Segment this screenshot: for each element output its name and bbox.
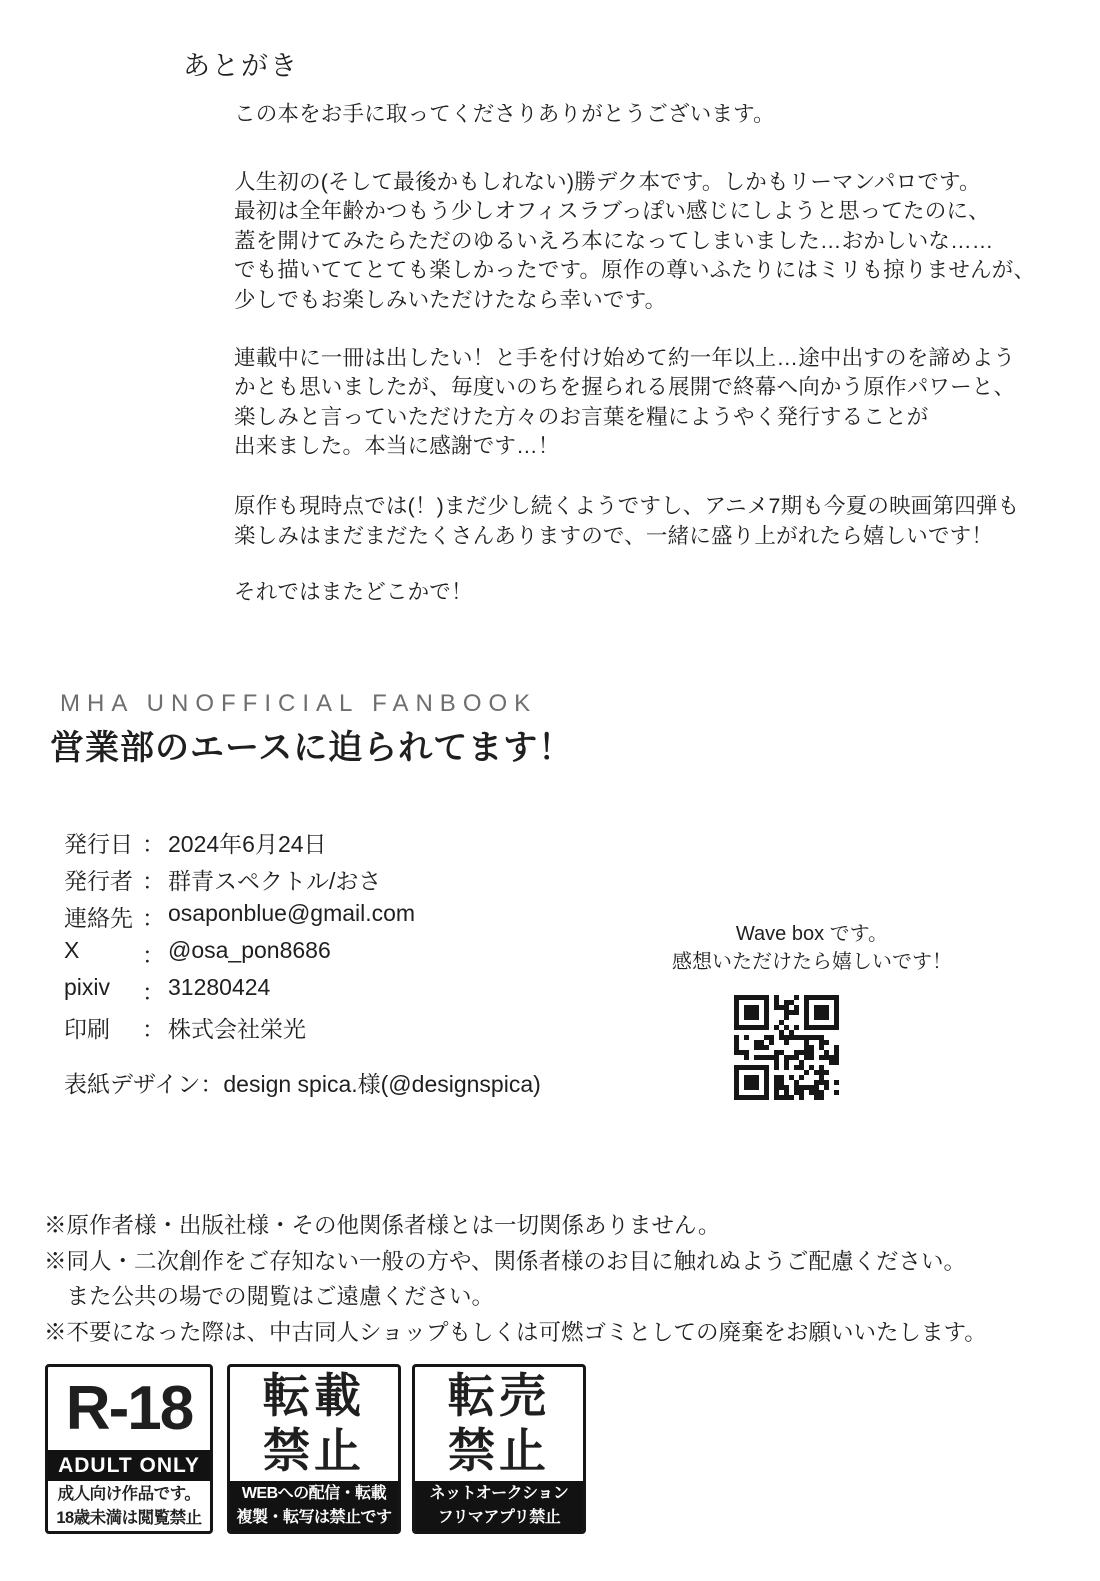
info-label: 発行者: [64, 868, 133, 894]
text-line: それではまたどこかで！: [234, 580, 473, 605]
afterword-paragraph: [234, 344, 1054, 462]
info-colon: ：: [142, 831, 165, 857]
info-value: 31280424: [168, 974, 271, 1000]
text-line: 18歳未満は閲覧禁止: [56, 1509, 202, 1527]
text-line: 出来ました。本当に感謝です…！: [234, 434, 560, 459]
wavebox-note: [638, 920, 986, 976]
info-colon: ：: [142, 942, 165, 968]
text-line: 人生初の(そして最後かもしれない)勝デク本です。しかもリーマンパロです。: [234, 169, 981, 194]
text-line: 禁止: [448, 1424, 550, 1477]
text-line: Wave box です。: [735, 923, 889, 945]
info-row-contact: [64, 900, 415, 937]
r18-note: [48, 1481, 210, 1531]
text-line: この本をお手に取ってくださりありがとうございます。: [234, 102, 775, 126]
text-line: 楽しみはまだまだたくさんありますので、一緒に盛り上がれたら嬉しいです！: [234, 523, 994, 548]
text-line: 複製・転写は禁止です: [236, 1509, 392, 1526]
text-line: 楽しみと言っていただけた方々のお言葉を糧にようやく発行することが: [234, 404, 929, 429]
info-label: 印刷: [64, 1016, 110, 1042]
text-line: 連載中に一冊は出したい！と手を付け始めて約一年以上…途中出すのを諦めよう: [234, 345, 1016, 370]
book-title: 営業部のエースに迫られてます！: [50, 729, 574, 767]
afterword-paragraph: [234, 578, 1054, 608]
text-line: 最初は全年齢かつもう少しオフィスラブっぽい感じにしようと思ってたのに、: [234, 199, 990, 224]
colophon-info: [64, 826, 415, 1048]
text-line: 原作も現時点では(！)まだ少し続くようですし、アニメ7期も今夏の映画第四弾も: [234, 493, 1020, 518]
no-repost-note: [230, 1481, 398, 1531]
info-row-publisher: [64, 863, 415, 900]
no-resale-note: [415, 1481, 583, 1531]
afterword-body: [234, 100, 1054, 608]
info-value: 株式会社栄光: [168, 1016, 306, 1042]
info-label: 発行日: [64, 831, 133, 857]
info-colon: ：: [142, 905, 165, 931]
notice-line: ※原作者様・出版社様・その他関係者様とは一切関係ありません。: [44, 1213, 721, 1238]
no-resale-title: [415, 1367, 583, 1481]
info-row-printer: [64, 1011, 415, 1048]
no-repost-title: [230, 1367, 398, 1481]
fanbook-series-label: MHA UNOFFICIAL FANBOOK: [60, 690, 538, 717]
notice-line: ※不要になった際は、中古同人ショップもしくは可燃ゴミとしての廃棄をお願いいたします。: [44, 1319, 987, 1345]
info-row-publish-date: [64, 826, 415, 863]
info-value: 群青スペクトル/おさ: [168, 868, 382, 894]
afterword-paragraph: [234, 100, 1054, 130]
afterword-heading: あとがき: [183, 51, 299, 81]
afterword-paragraph: [234, 492, 1054, 551]
text-line: 転売: [448, 1369, 550, 1422]
text-line: 成人向け作品です。: [57, 1485, 201, 1503]
qr-code: [734, 995, 839, 1100]
info-value: 2024年6月24日: [168, 831, 327, 857]
text-line: WEBへの配信・転載: [241, 1485, 387, 1502]
text-line: かとも思いましたが、毎度いのちを握られる展開で終幕へ向かう原作パワーと、: [234, 375, 1016, 400]
info-colon: ：: [142, 1016, 165, 1042]
info-colon: ：: [142, 979, 165, 1005]
text-line: 少しでもお楽しみいただけたなら幸いです。: [234, 287, 667, 312]
info-label: pixiv: [64, 974, 111, 1000]
text-line: フリマアプリ禁止: [437, 1509, 561, 1526]
info-value: osaponblue@gmail.com: [168, 900, 416, 926]
info-value: @osa_pon8686: [168, 937, 331, 963]
adult-only-bar: ADULT ONLY: [48, 1450, 210, 1481]
notice-line: また公共の場での閲覧はご遠慮ください。: [44, 1284, 495, 1309]
info-label: X: [64, 937, 80, 963]
text-line: 蓋を開けてみたらただのゆるいえろ本になってしまいました…おかしいな……: [234, 228, 994, 253]
r18-badge: [45, 1364, 213, 1534]
text-line: 感想いただけたら嬉しいです！: [672, 951, 952, 973]
info-label: 連絡先: [64, 905, 133, 931]
info-row-x-account: [64, 937, 415, 974]
no-repost-badge: [227, 1364, 401, 1534]
no-resale-badge: [412, 1364, 586, 1534]
r18-rating-label: R-18: [65, 1374, 193, 1443]
notice-line: ※同人・二次創作をご存知ない一般の方や、関係者様のお目に触れぬようご配慮ください。: [44, 1248, 967, 1274]
afterword-paragraph: [234, 168, 1054, 316]
disclaimer-notices: [44, 1208, 987, 1350]
text-line: 転載: [263, 1369, 365, 1422]
cover-design-credit: 表紙デザイン：design spica.様(@designspica): [64, 1071, 541, 1097]
text-line: 禁止: [263, 1424, 365, 1477]
info-colon: ：: [142, 868, 165, 894]
text-line: でも描いててとても楽しかったです。原作の尊いふたりにはミリも掠りませんが、: [234, 258, 1036, 283]
text-line: ネットオークション: [429, 1485, 569, 1502]
info-row-pixiv: [64, 974, 415, 1011]
